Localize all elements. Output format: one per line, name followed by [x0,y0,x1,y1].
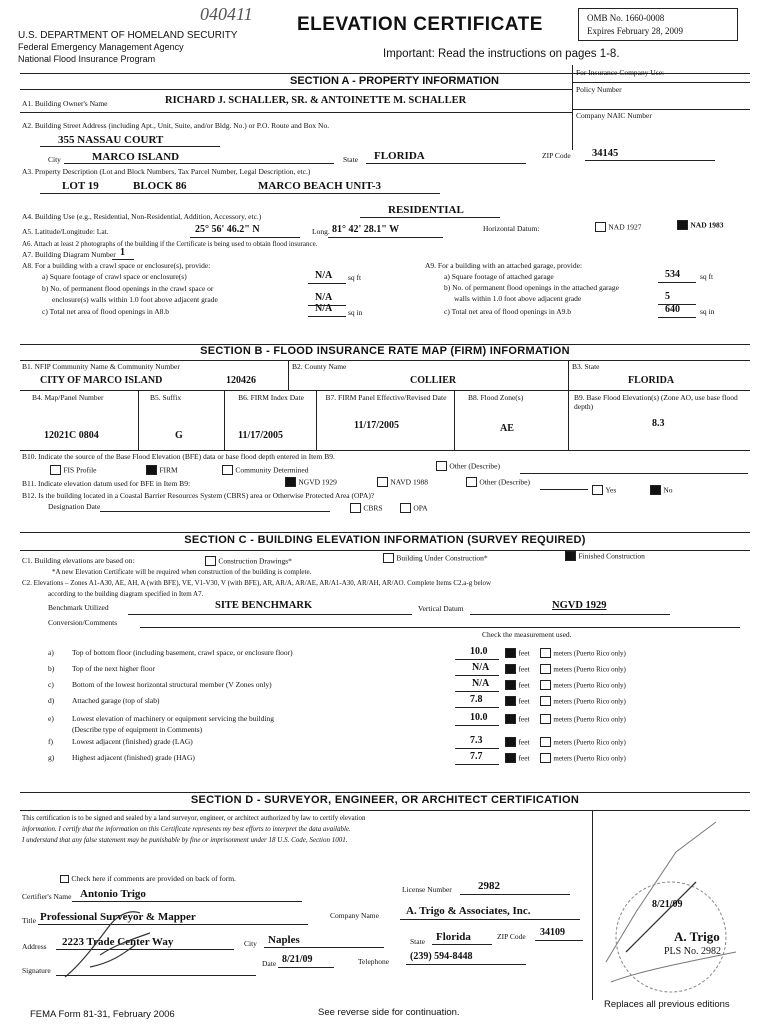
a8a-label: a) Square footage of crawl space or enclosure(s) [42,272,187,281]
omb-expiry: Expires February 28, 2009 [587,26,683,36]
b2-label: B2. County Name [292,362,347,371]
c1-label: C1. Building elevations are based on: [22,556,135,565]
other-datum-checkbox[interactable] [466,477,477,487]
divider [56,975,256,976]
feet-option[interactable] [505,714,530,724]
section-a-title: SECTION A - PROPERTY INFORMATION [290,75,500,87]
divider [366,163,526,164]
feet-option[interactable] [505,648,530,658]
navd-label: NAVD 1988 [390,477,428,487]
designation-date-label: Designation Date [48,502,101,511]
elevation-value: N/A [472,662,490,673]
divider [535,940,583,941]
divider [20,450,750,451]
long-label: Long. [312,227,330,236]
divider [288,360,289,390]
divider [138,390,139,450]
comments-check-label: Check here if comments are provided on back of form. [71,874,236,883]
omb-box [578,8,738,41]
feet-label: feet [518,648,530,658]
meters-checkbox[interactable] [540,753,551,763]
a9a-unit: sq ft [700,272,714,281]
feet-option[interactable] [505,737,530,747]
feet-label: feet [518,696,530,706]
a8b-value: N/A [315,292,333,303]
feet-checkbox[interactable] [505,648,516,658]
divider [100,511,330,512]
elevation-label: Attached garage (top of slab) [72,696,160,705]
divider [455,725,499,726]
divider [264,947,384,948]
a8c-value: N/A [315,303,333,314]
reverse-note: See reverse side for continuation. [318,1007,460,1018]
equipment-note: (Describe type of equipment in Comments) [72,725,203,734]
c1-drawings-option[interactable] [205,556,292,566]
divider [470,614,670,615]
divider [400,919,580,920]
a9c-value: 640 [665,304,680,315]
feet-label: feet [518,664,530,674]
b12-no-checkbox[interactable] [650,485,661,495]
b3-label: B3. State [572,362,600,371]
divider [455,691,499,692]
feet-label: feet [518,753,530,763]
divider [328,237,443,238]
cert-line-3: I understand that any false statement may be punishable by fine or imprisonment under 18 U.S. Code, Section 1001. [22,836,348,844]
title-label: Title [22,916,36,925]
block-value: BLOCK 86 [133,180,187,192]
b10-community-option[interactable] [222,465,309,475]
underconstruction-label: Building Under Construction* [396,553,488,563]
divider [432,944,492,945]
nad1927-checkbox[interactable] [595,222,606,232]
divider [360,217,500,218]
a9a-value: 534 [665,269,680,280]
meters-checkbox[interactable] [540,714,551,724]
divider [455,764,499,765]
a6-text: A6. Attach at least 2 photographs of the building if the Certificate is being used to obtain flood insurance. [22,240,318,248]
feet-label: feet [518,680,530,690]
meters-checkbox[interactable] [540,664,551,674]
c1-note: *A new Elevation Certificate will be required when construction of the building is complete. [52,568,312,576]
divider [20,390,750,391]
section-c-title: SECTION C - BUILDING ELEVATION INFORMATION (SURVEY REQUIRED) [184,534,586,546]
page-title: ELEVATION CERTIFICATE [297,14,543,35]
divider [112,259,134,260]
certifier-name-label: Certifier's Name [22,892,72,901]
feet-option[interactable] [505,680,530,690]
comments-checkbox[interactable] [60,875,69,883]
b4-label: B4. Map/Panel Number [32,393,104,402]
certifier-city: Naples [268,934,300,946]
feet-checkbox[interactable] [505,680,516,690]
latitude: 25° 56' 46.2" N [195,224,260,235]
b11-ngvd-option[interactable] [285,477,337,487]
divider [455,675,499,676]
b5-label: B5. Suffix [150,393,182,402]
agency-line-2: Federal Emergency Management Agency [18,42,184,52]
a8a-value: N/A [315,270,333,281]
b11-label: B11. Indicate elevation datum used for BFE in Item B9: [22,479,191,488]
divider [568,360,569,390]
divider [140,627,740,628]
fis-label: FIS Profile [63,465,97,475]
elevation-key: c) [48,680,54,689]
b10-fis-option[interactable] [50,465,97,475]
signature-label: Signature [22,966,51,975]
feet-checkbox[interactable] [505,664,516,674]
vertical-datum-value: NGVD 1929 [552,600,607,611]
vertical-datum-label: Vertical Datum [418,604,464,613]
meters-option[interactable] [540,664,626,674]
elevation-value: 7.7 [470,751,483,762]
zip-value: 34145 [592,148,619,159]
divider [190,237,300,238]
cbrs-option[interactable] [350,503,383,513]
divider [20,89,572,90]
meters-option[interactable] [540,680,626,690]
b12-label: B12. Is the building located in a Coastal Barrier Resources System (CBRS) area or Otherwise Protected Area (OPA)? [22,491,375,500]
elevation-label: Bottom of the lowest horizontal structural member (V Zones only) [72,680,272,689]
divider [572,82,750,83]
a9b-value: 5 [665,291,670,302]
state-value: FLORIDA [374,150,425,162]
elevation-value: 10.0 [470,712,488,723]
flood-zone: AE [500,423,514,434]
benchmark-value: SITE BENCHMARK [215,600,313,611]
feet-checkbox[interactable] [505,753,516,763]
meters-label: meters (Puerto Rico only) [553,681,626,690]
a9a-label: a) Square footage of attached garage [444,272,554,281]
diagram-number: 1 [120,247,125,258]
section-b-title: SECTION B - FLOOD INSURANCE RATE MAP (FIRM) INFORMATION [200,345,570,357]
nad1927-option[interactable] [595,222,642,232]
meters-checkbox[interactable] [540,648,551,658]
no-label: No [663,485,673,495]
base-flood-elevation: 8.3 [652,418,665,429]
replaces-note: Replaces all previous editions [604,999,730,1010]
drawings-checkbox[interactable] [205,556,216,566]
date-d-label: Date [262,959,277,968]
license-number: 2982 [478,880,500,892]
handwritten-number: 040411 [200,4,253,24]
opa-label: OPA [413,503,428,513]
b6-label: B6. FIRM Index Date [238,393,304,402]
divider [568,390,569,450]
subdivision-value: MARCO BEACH UNIT-3 [258,180,382,192]
c2-label-1: C2. Elevations – Zones A1-A30, AE, AH, A (with BFE), VE, V1-V30, V (with BFE), AR, AR/A, AR/AE, AR/A1-A30, AR/AH, AR/AO. Complete Items C2.a-g below [22,579,492,587]
divider [20,532,750,533]
meters-option[interactable] [540,714,626,724]
meters-label: meters (Puerto Rico only) [553,649,626,658]
meters-checkbox[interactable] [540,696,551,706]
important-note: Important: Read the instructions on pages 1-8. [383,48,620,60]
a8-label: A8. For a building with a crawl space or enclosure(s), provide: [22,261,211,270]
meters-label: meters (Puerto Rico only) [553,738,626,747]
benchmark-label: Benchmark Utilized [48,603,109,612]
cbrs-label: CBRS [363,503,383,513]
b9-label: B9. Base Flood Elevation(s) (Zone AO, use base flood depth) [574,393,738,411]
meters-label: meters (Puerto Rico only) [553,697,626,706]
divider [406,964,526,965]
check-measurement-label: Check the measurement used. [482,630,572,639]
meters-label: meters (Puerto Rico only) [553,754,626,763]
navd-checkbox[interactable] [377,477,388,487]
certifier-name: Antonio Trigo [80,888,146,900]
a7-label: A7. Building Diagram Number [22,250,116,259]
a4-label: A4. Building Use (e.g., Residential, Non-Residential, Addition, Accessory, etc.) [22,212,262,221]
nad1983-label: NAD 1983 [690,220,724,230]
divider [572,109,750,110]
a8b-label-1: b) No. of permanent flood openings in the crawl space or [42,284,214,293]
owner-name: RICHARD J. SCHALLER, SR. & ANTOINETTE M. SCHALLER [165,95,467,106]
b7-label: B7. FIRM Panel Effective/Revised Date [325,393,447,402]
certifier-address: 2223 Trade Center Way [62,936,174,948]
community-checkbox[interactable] [222,465,233,475]
a9c-label: c) Total net area of flood openings in A9.b [444,307,572,316]
opa-option[interactable] [400,503,428,513]
b10-firm-option[interactable] [146,465,178,475]
divider [40,193,440,194]
meters-option[interactable] [540,737,626,747]
divider [72,901,302,902]
meters-checkbox[interactable] [540,680,551,690]
elevation-label: Highest adjacent (finished) grade (HAG) [72,753,195,762]
elevation-label: Top of the next higher floor [72,664,155,673]
signature [60,905,180,985]
zip-label: ZIP Code [542,151,571,160]
map-panel: 12021C 0804 [44,430,99,441]
divider [40,146,220,147]
elevation-label: Lowest adjacent (finished) grade (LAG) [72,737,193,746]
divider [585,160,715,161]
divider [454,390,455,450]
state-d-label: State [410,937,425,946]
divider [455,659,499,660]
feet-option[interactable] [505,753,530,763]
drawings-label: Construction Drawings* [218,556,292,566]
state-b3: FLORIDA [628,375,675,386]
a9b-label-1: b) No. of permanent flood openings in the attached garage [444,283,619,292]
meters-checkbox[interactable] [540,737,551,747]
zip-d-label: ZIP Code [497,932,526,941]
agency-line-3: National Flood Insurance Program [18,54,156,64]
yes-label: Yes [605,485,617,495]
divider [224,390,225,450]
firm-label: FIRM [159,465,178,475]
elevation-value: 7.3 [470,735,483,746]
feet-option[interactable] [505,664,530,674]
ngvd-checkbox[interactable] [285,477,296,487]
elevation-key: f) [48,737,53,746]
naic-label: Company NAIC Number [576,111,652,120]
address-label: Address [22,942,47,951]
divider [308,316,346,317]
community-label: Community Determined [235,465,309,475]
firm-checkbox[interactable] [146,465,157,475]
a8b-label-2: enclosure(s) walls within 1.0 foot above adjacent grade [52,295,218,304]
agency-line-1: U.S. DEPARTMENT OF HOMELAND SECURITY [18,30,238,41]
meters-option[interactable] [540,648,626,658]
telephone-number: (239) 594-8448 [410,951,473,962]
datum-label: Horizontal Datum: [483,224,540,233]
b8-label: B8. Flood Zone(s) [468,393,524,402]
ngvd-label: NGVD 1929 [298,477,337,487]
elevation-value: N/A [472,678,490,689]
nad1983-option[interactable] [677,220,724,230]
street-address: 355 NASSAU COURT [58,134,164,146]
b12-yes-checkbox[interactable] [592,485,603,495]
certifier-zip: 34109 [540,927,565,938]
meters-option[interactable] [540,696,626,706]
divider [520,473,748,474]
elevation-key: b) [48,664,55,673]
elevation-key: a) [48,648,54,657]
longitude: 81° 42' 28.1" W [332,224,400,235]
divider [658,317,696,318]
elevation-key: g) [48,753,55,762]
lot-value: LOT 19 [62,180,99,192]
community-name: CITY OF MARCO ISLAND [40,375,163,386]
a8a-unit: sq ft [348,273,362,282]
certifier-title: Professional Surveyor & Mapper [40,911,196,923]
c1-finished-option[interactable] [565,551,645,561]
divider [278,967,334,968]
a8c-label: c) Total net area of flood openings in A8.b [42,307,170,316]
elevation-label: Top of bottom floor (including basement, crawl space, or enclosure floor) [72,648,293,657]
a9c-unit: sq in [700,307,715,316]
divider [572,65,573,150]
community-number: 120426 [226,375,256,386]
cert-line-1: This certification is to be signed and sealed by a land surveyor, engineer, or architect authorized by law to certify elevation [22,814,366,822]
state-label: State [343,155,358,164]
cbrs-checkbox[interactable] [350,503,361,513]
a5-label: A5. Latitude/Longitude: Lat. [22,227,109,236]
finished-label: Finished Construction [578,551,645,561]
divider [540,489,588,490]
feet-checkbox[interactable] [505,737,516,747]
divider [592,810,593,1000]
company-name: A. Trigo & Associates, Inc. [406,905,531,917]
divider [460,894,570,895]
feet-label: feet [518,737,530,747]
divider [128,614,412,615]
divider [20,810,750,811]
other-datum-label: Other (Describe) [479,477,530,487]
meters-label: meters (Puerto Rico only) [553,715,626,724]
firm-panel-date: 11/17/2005 [354,420,400,431]
divider [316,390,317,450]
b1-label: B1. NFIP Community Name & Community Number [22,362,180,371]
fis-checkbox[interactable] [50,465,61,475]
c1-underconstruction-option[interactable] [383,553,488,563]
feet-option[interactable] [505,696,530,706]
elevation-label: Lowest elevation of machinery or equipment servicing the building [72,714,275,723]
elevation-value: 7.8 [470,694,483,705]
finished-checkbox[interactable] [565,551,576,561]
a8c-unit: sq in [348,308,363,317]
b12-yes-option[interactable] [592,485,616,495]
opa-checkbox[interactable] [400,503,411,513]
form-number: FEMA Form 81-31, February 2006 [30,1009,175,1020]
certification-date: 8/21/09 [282,954,313,965]
section-d-title: SECTION D - SURVEYOR, ENGINEER, OR ARCHITECT CERTIFICATION [190,794,580,806]
elevation-key: d) [48,696,55,705]
a9-label: A9. For a building with an attached garage, provide: [425,261,583,270]
divider [64,163,334,164]
meters-option[interactable] [540,753,626,763]
c2-label-2: according to the building diagram specified in Item A7. [48,590,204,598]
policy-number-label: Policy Number [576,85,622,94]
elevation-value: 10.0 [470,646,488,657]
building-use: RESIDENTIAL [388,204,464,216]
feet-checkbox[interactable] [505,696,516,706]
divider [455,748,499,749]
divider [658,282,696,283]
underconstruction-checkbox[interactable] [383,553,394,563]
b10-other-option[interactable] [436,461,500,471]
seal-pls: PLS No. 2982 [664,946,721,957]
feet-label: feet [518,714,530,724]
divider [308,283,346,284]
a3-label: A3. Property Description (Lot and Block Numbers, Tax Parcel Number, Legal Description, etc.) [22,167,311,176]
omb-number: OMB No. 1660-0008 [587,13,665,23]
city-label: City [48,155,61,164]
suffix: G [175,430,183,441]
divider [20,112,572,113]
county-name: COLLIER [410,375,457,386]
city-d-label: City [244,939,257,948]
divider [20,792,750,793]
license-label: License Number [402,885,452,894]
b12-no-option[interactable] [650,485,673,495]
a9b-label-2: walls within 1.0 foot above adjacent grade [454,294,582,303]
telephone-label: Telephone [358,957,390,966]
firm-index-date: 11/17/2005 [238,430,284,441]
b11-other-option[interactable] [466,477,530,487]
seal-name: A. Trigo [674,929,720,944]
feet-checkbox[interactable] [505,714,516,724]
a2-label: A2. Building Street Address (including Apt., Unit, Suite, and/or Bldg. No.) or P.O. Route and Box No. [22,121,330,130]
other-checkbox[interactable] [436,461,447,471]
seal-date: 8/21/09 [652,899,683,910]
b10-label: B10. Indicate the source of the Base Flood Elevation (BFE) data or base flood depth entered in Item B9. [22,452,335,461]
meters-label: meters (Puerto Rico only) [553,665,626,674]
certifier-state: Florida [436,931,471,943]
a1-label: A1. Building Owner's Name [22,99,108,108]
insurer-use-label: For Insurance Company Use: [576,68,665,77]
city-value: MARCO ISLAND [92,151,180,163]
comments-check-option[interactable] [60,874,236,884]
elevation-key: e) [48,714,54,723]
company-label: Company Name [330,911,379,920]
other-label: Other (Describe) [449,461,500,471]
conversion-label: Conversion/Comments [48,618,118,627]
b11-navd-option[interactable] [377,477,428,487]
cert-line-2: information. I certify that the information on this Certificate represents my best efforts to interpret the data available. [22,825,351,833]
divider [455,707,499,708]
nad1927-label: NAD 1927 [608,222,642,232]
divider [20,360,750,361]
nad1983-checkbox[interactable] [677,220,688,230]
